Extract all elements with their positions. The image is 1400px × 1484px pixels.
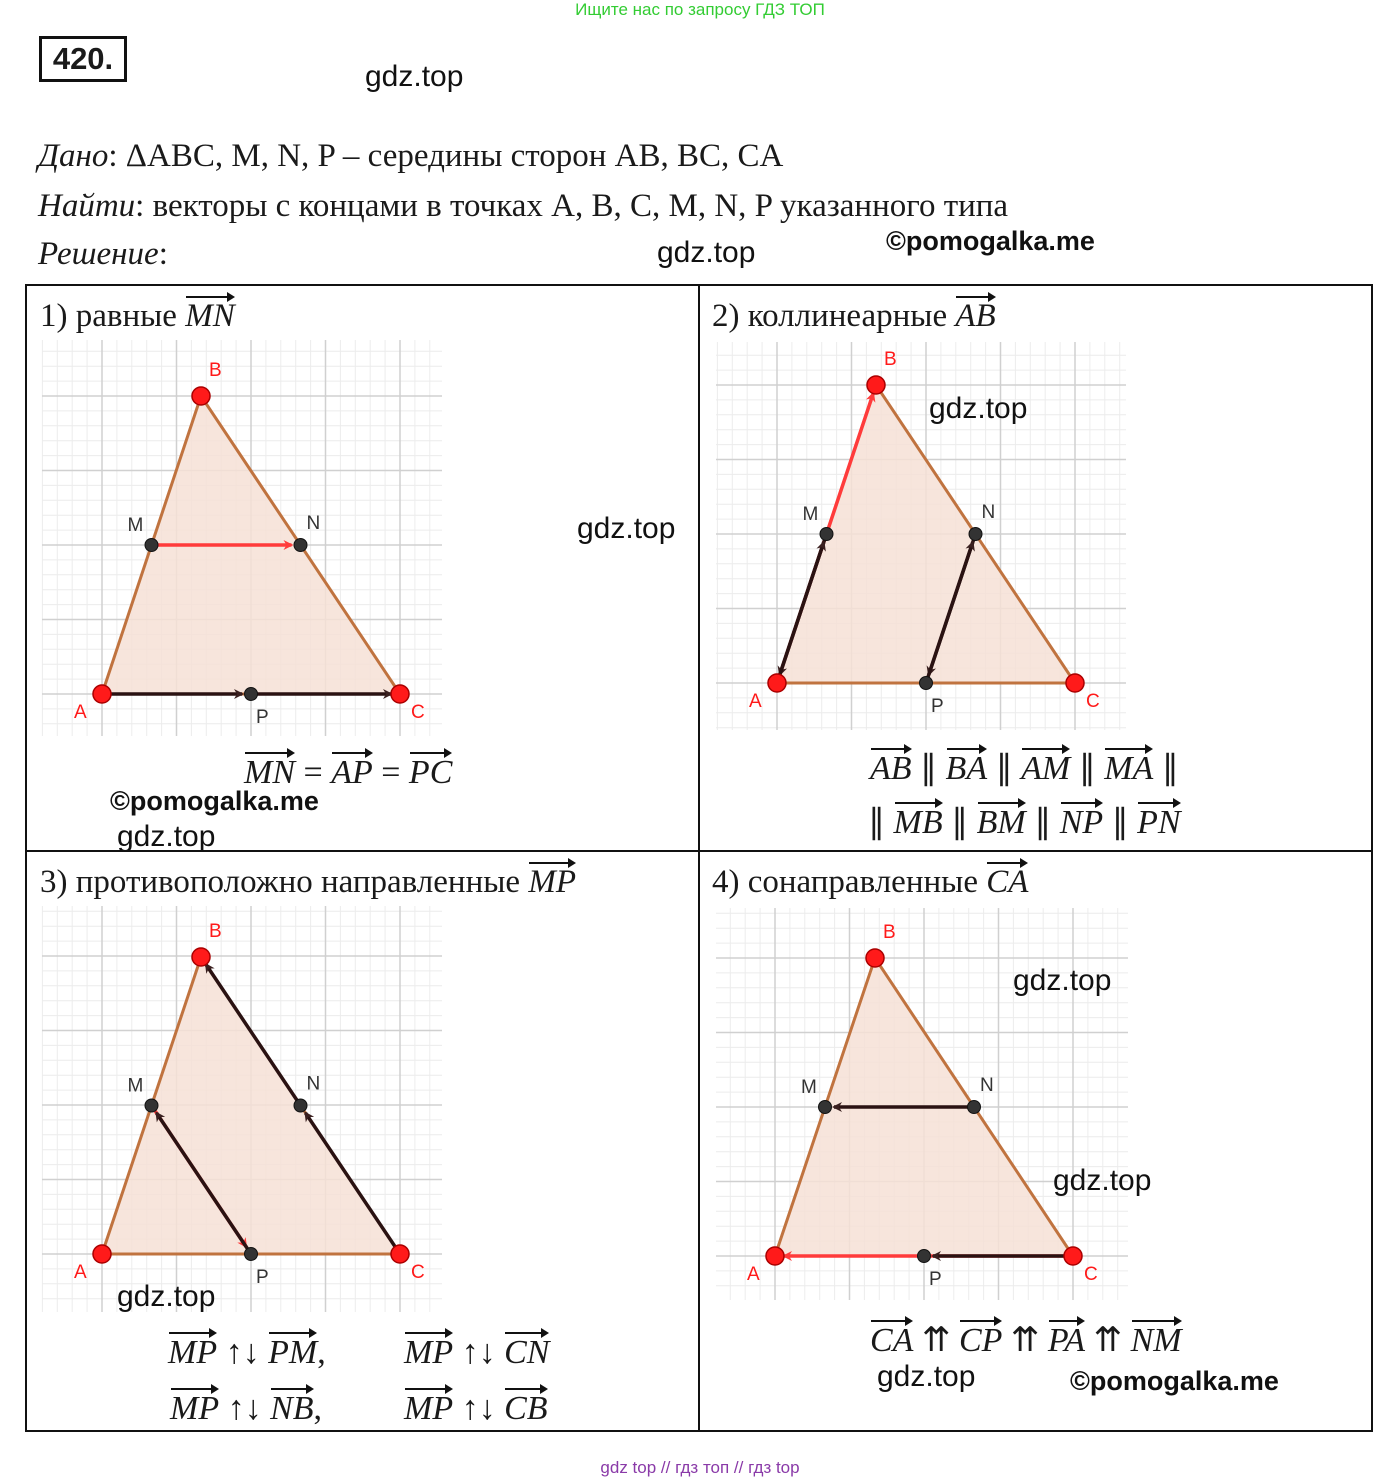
point-label-p: P — [931, 696, 944, 717]
vertex-c — [391, 1245, 409, 1263]
vector-term: NM — [1131, 1318, 1182, 1360]
vector-term: NB — [270, 1386, 313, 1428]
vertex-a — [768, 674, 786, 692]
vector-term: CA — [870, 1318, 913, 1360]
vector-term: PC — [409, 750, 452, 792]
operator: ∥ — [868, 804, 894, 841]
vector-term: MP — [170, 1386, 219, 1428]
watermark: gdz.top — [877, 1360, 976, 1393]
vector-term: CP — [959, 1318, 1002, 1360]
point-label-p: P — [256, 1267, 269, 1288]
panel-1-title-text: 1) равные — [40, 298, 177, 334]
given-text: : ΔABC, M, N, P – середины сторон AB, BC, CA — [108, 138, 784, 174]
operator: = — [372, 754, 409, 791]
panel-3-relation-3 — [170, 1386, 322, 1428]
vertex-c — [1064, 1247, 1082, 1265]
panel-2-equation-line-1 — [870, 746, 1179, 788]
vertex-a — [93, 1245, 111, 1263]
point-label-n: N — [306, 513, 321, 534]
diagram-2 — [716, 342, 1126, 730]
point-label-p: P — [929, 1269, 942, 1290]
panel-3-title-text: 3) противоположно направленные — [40, 864, 521, 900]
diagram-3 — [42, 906, 442, 1312]
operator: ∥ — [942, 804, 977, 841]
panel-3-relation-1 — [168, 1330, 326, 1372]
point-label-c: C — [411, 702, 425, 723]
given-label: Дано — [38, 138, 109, 174]
midpoint-m — [820, 528, 833, 541]
point-label-c: C — [1086, 691, 1100, 712]
vector-term: AM — [1021, 746, 1070, 788]
point-label-b: B — [209, 921, 222, 942]
vector-term: MP — [168, 1330, 217, 1372]
point-label-a: A — [749, 691, 762, 712]
point-label-m: M — [127, 1075, 144, 1097]
solution-label: Решение — [38, 236, 159, 272]
panel-2-equation-line-2 — [868, 800, 1181, 842]
vertex-b — [192, 387, 210, 405]
vector-term: CN — [504, 1330, 549, 1372]
operator: ⇈ — [1085, 1322, 1131, 1359]
watermark: gdz.top — [657, 236, 756, 269]
vector-term: AP — [331, 750, 373, 792]
panel-4-vector: CA — [986, 860, 1028, 901]
solution-colon: : — [158, 236, 168, 272]
vector-term: NP — [1060, 800, 1103, 842]
midpoint-p — [245, 1248, 258, 1261]
midpoint-n — [294, 539, 307, 552]
point-label-a: A — [74, 1262, 87, 1283]
diagram-1 — [42, 340, 442, 736]
operator: ⇈ — [913, 1322, 959, 1359]
watermark: gdz.top — [117, 1280, 216, 1313]
operator: ∥ — [911, 750, 946, 787]
operator: ∥ — [1025, 804, 1060, 841]
point-label-c: C — [411, 1262, 425, 1283]
copyright: ©pomogalka.me — [1070, 1366, 1279, 1396]
panel-3-vector: MP — [528, 860, 576, 901]
vector-term: MP — [404, 1330, 453, 1372]
point-label-n: N — [306, 1073, 321, 1095]
point-label-a: A — [74, 702, 87, 723]
operator: ∥ — [1103, 804, 1138, 841]
vector-term: CB — [504, 1386, 547, 1428]
point-label-m: M — [801, 1077, 817, 1098]
panel-4-equation — [870, 1318, 1182, 1360]
point-label-p: P — [256, 707, 269, 728]
watermark: gdz.top — [365, 60, 464, 93]
watermark: gdz.top — [1013, 964, 1112, 997]
operator: ↑↓ — [453, 1390, 505, 1427]
operator: ↑↓ — [453, 1334, 505, 1371]
point-label-c: C — [1084, 1264, 1098, 1285]
watermark: gdz.top — [929, 392, 1028, 425]
vertex-b — [866, 949, 884, 967]
watermark: gdz.top — [117, 820, 216, 853]
panel-1-vector: MN — [185, 294, 235, 335]
point-label-b: B — [209, 360, 222, 381]
midpoint-m — [145, 1099, 158, 1112]
watermark: gdz.top — [1053, 1164, 1152, 1197]
operator: = — [295, 754, 332, 791]
punctuation: , — [317, 1334, 326, 1371]
point-label-b: B — [884, 349, 897, 370]
vertex-a — [766, 1247, 784, 1265]
midpoint-p — [920, 677, 933, 690]
point-label-b: B — [883, 922, 896, 943]
punctuation: , — [313, 1390, 323, 1427]
point-label-a: A — [747, 1264, 760, 1285]
vector-term: PM — [268, 1330, 317, 1372]
vertex-c — [1066, 674, 1084, 692]
panel-2-vector: AB — [955, 294, 995, 335]
vector-term: PA — [1048, 1318, 1085, 1360]
vector-term: PN — [1137, 800, 1180, 842]
vector-term: MP — [404, 1386, 453, 1428]
panel-2-title-text: 2) коллинеарные — [712, 298, 948, 334]
vector-term: MN — [244, 750, 295, 792]
panel-3-relation-4 — [404, 1386, 548, 1428]
midpoint-m — [145, 539, 158, 552]
midpoint-p — [245, 688, 258, 701]
operator: ∥ — [987, 750, 1022, 787]
copyright: ©pomogalka.me — [110, 786, 319, 816]
vector-term: MB — [894, 800, 943, 842]
midpoint-n — [294, 1099, 307, 1112]
midpoint-p — [918, 1250, 931, 1263]
vector-term: BA — [946, 746, 988, 788]
find-label: Найти — [38, 188, 136, 224]
vertex-b — [867, 376, 885, 394]
point-label-n: N — [981, 502, 996, 523]
footer: gdz top // гдз топ // гдз top — [600, 1458, 800, 1477]
copyright: ©pomogalka.me — [886, 226, 1095, 256]
watermark: gdz.top — [577, 512, 676, 545]
operator: ↑↓ — [219, 1390, 271, 1427]
point-label-m: M — [802, 504, 819, 525]
vector-term: BM — [977, 800, 1026, 842]
operator: ↑↓ — [217, 1334, 269, 1371]
operator: ⇈ — [1002, 1322, 1048, 1359]
vector-term: AB — [870, 746, 912, 788]
panel-4-title-text: 4) сонаправленные — [712, 864, 978, 900]
vertex-a — [93, 685, 111, 703]
midpoint-m — [819, 1101, 832, 1114]
midpoint-n — [968, 1101, 981, 1114]
task-number: 420. — [39, 36, 127, 82]
vertex-c — [391, 685, 409, 703]
point-label-n: N — [980, 1075, 994, 1096]
operator: ∥ — [1153, 750, 1179, 787]
vector-term: MA — [1104, 746, 1153, 788]
operator: ∥ — [1070, 750, 1105, 787]
point-label-m: M — [127, 515, 144, 536]
vertex-b — [192, 948, 210, 966]
find-text: : векторы с концами в точках A, B, C, M, N, P указанного типа — [135, 188, 1009, 224]
top-banner: Ищите нас по запросу ГДЗ ТОП — [575, 0, 825, 19]
midpoint-n — [969, 528, 982, 541]
panel-3-relation-2 — [404, 1330, 549, 1372]
